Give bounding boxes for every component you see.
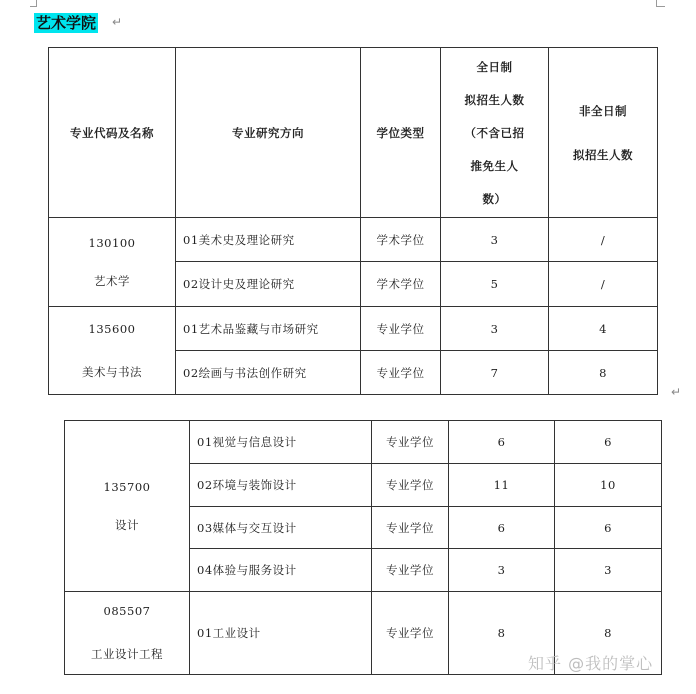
parttime-quota: /	[549, 218, 658, 262]
major-name: 工业设计工程	[91, 647, 163, 661]
parttime-quota: 6	[555, 421, 662, 464]
watermark-text: 知乎 @我的掌心	[528, 654, 654, 673]
major-name: 设计	[115, 517, 139, 532]
paragraph-mark-icon: ↵	[671, 385, 682, 399]
table-row	[49, 307, 658, 351]
header-direction: 专业研究方向	[176, 48, 361, 218]
fulltime-quota: 8	[449, 592, 555, 675]
research-direction: 02设计史及理论研究	[176, 262, 361, 307]
fulltime-quota: 3	[449, 549, 555, 592]
page-corner-mark-left	[30, 0, 37, 7]
fulltime-quota: 11	[449, 464, 555, 507]
degree-type: 专业学位	[361, 307, 441, 351]
parttime-quota: /	[549, 262, 658, 307]
fulltime-quota: 6	[449, 507, 555, 549]
fulltime-quota: 5	[441, 262, 549, 307]
major-code-name-cell	[65, 421, 190, 592]
parttime-quota: 4	[549, 307, 658, 351]
paragraph-mark-icon: ↵	[112, 15, 123, 29]
fulltime-quota: 3	[441, 218, 549, 262]
parttime-quota: 10	[555, 464, 662, 507]
research-direction: 02绘画与书法创作研究	[176, 351, 361, 395]
fulltime-quota: 3	[441, 307, 549, 351]
table-row	[65, 421, 662, 464]
research-direction: 02环境与装饰设计	[190, 464, 372, 507]
research-direction: 01视觉与信息设计	[190, 421, 372, 464]
degree-type: 专业学位	[361, 351, 441, 395]
degree-type: 专业学位	[372, 464, 449, 507]
degree-type: 专业学位	[372, 549, 449, 592]
header-code-name: 专业代码及名称	[49, 48, 176, 218]
parttime-quota: 8	[555, 592, 662, 675]
research-direction: 01美术史及理论研究	[176, 218, 361, 262]
major-name: 艺术学	[94, 273, 130, 288]
research-direction: 03媒体与交互设计	[190, 507, 372, 549]
degree-type: 学术学位	[361, 218, 441, 262]
parttime-quota: 3	[555, 549, 662, 592]
header-fulltime-line: （不含已招	[464, 125, 525, 140]
research-direction: 01工业设计	[190, 592, 372, 675]
header-fulltime-line: 拟招生人数	[464, 92, 525, 107]
research-direction: 01艺术品鉴藏与市场研究	[176, 307, 361, 351]
parttime-quota: 6	[555, 507, 662, 549]
research-direction: 04体验与服务设计	[190, 549, 372, 592]
major-name: 美术与书法	[82, 364, 142, 379]
fulltime-quota: 6	[449, 421, 555, 464]
header-fulltime-line: 全日制	[476, 59, 513, 74]
parttime-quota: 8	[549, 351, 658, 395]
header-parttime-line: 非全日制	[579, 103, 627, 118]
fulltime-quota: 7	[441, 351, 549, 395]
degree-type: 学术学位	[361, 262, 441, 307]
major-code: 085507	[103, 604, 151, 618]
header-fulltime-line: 推免生人	[470, 158, 519, 173]
major-code-name-cell	[49, 307, 176, 395]
header-parttime-quota	[549, 48, 658, 218]
major-code: 130100	[88, 235, 136, 250]
section-title: 艺术学院	[36, 14, 97, 32]
enrollment-table-part-2	[64, 420, 662, 675]
degree-type: 专业学位	[372, 421, 449, 464]
degree-type: 专业学位	[372, 592, 449, 675]
major-code: 135600	[88, 321, 136, 336]
header-degree-type: 学位类型	[361, 48, 441, 218]
major-code-name-cell	[65, 592, 190, 675]
table-row	[49, 218, 658, 262]
degree-type: 专业学位	[372, 507, 449, 549]
header-fulltime-line: 数）	[482, 191, 507, 206]
major-code: 135700	[103, 479, 151, 494]
table-header-row	[49, 48, 658, 218]
major-code-name-cell	[49, 218, 176, 307]
enrollment-table-part-1	[48, 47, 658, 395]
header-parttime-line: 拟招生人数	[573, 147, 633, 162]
page-corner-mark-right	[656, 0, 665, 7]
header-fulltime-quota	[441, 48, 549, 218]
